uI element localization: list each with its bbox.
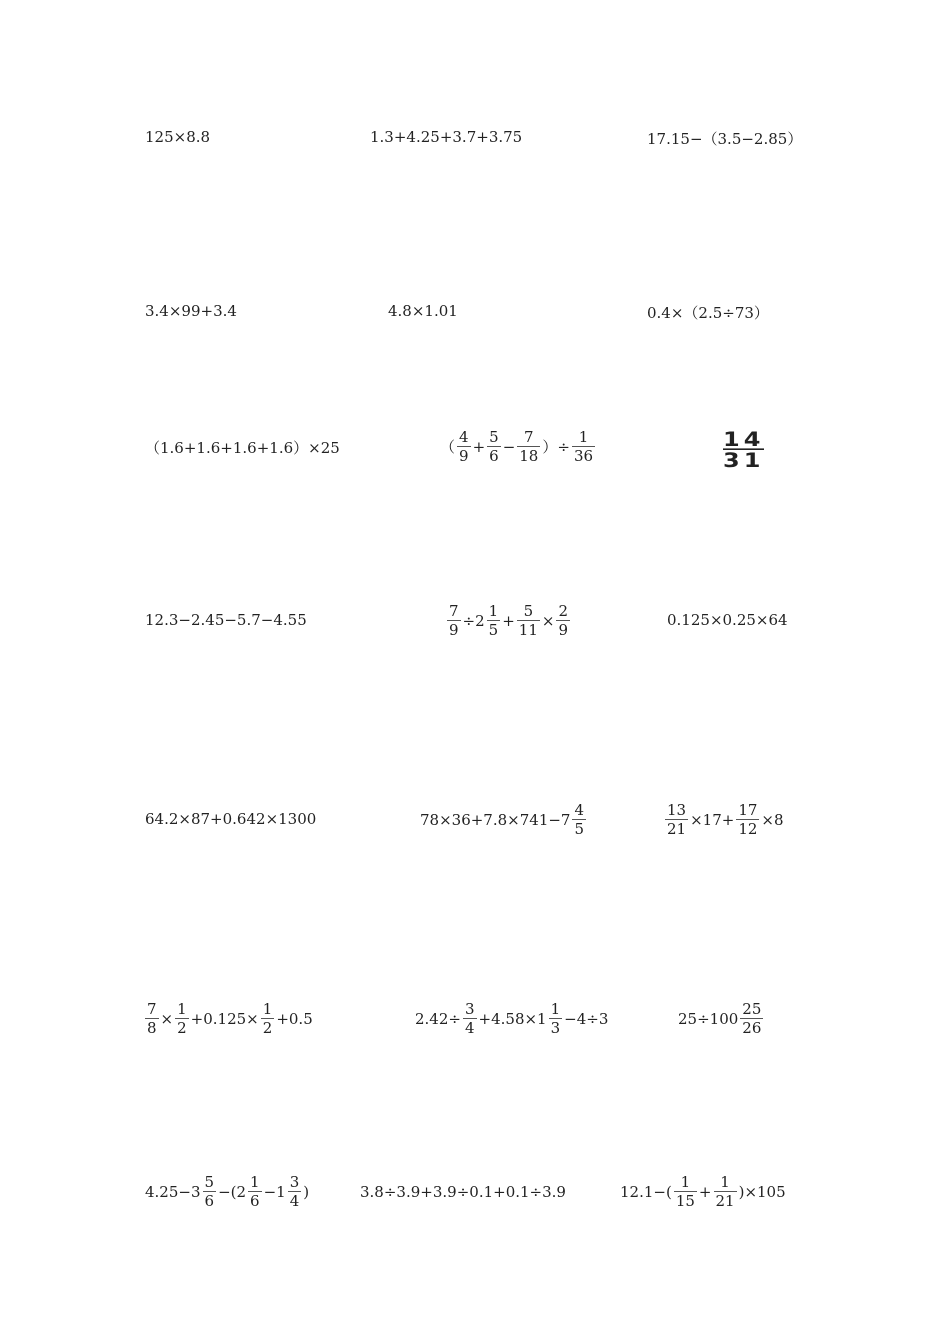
operator: ×8: [761, 810, 784, 829]
fraction: [572, 801, 586, 838]
denominator: 4: [289, 1192, 300, 1210]
denominator: 36: [573, 447, 594, 465]
operator: ×17+: [690, 810, 735, 829]
problem-13: [145, 810, 316, 828]
denominator: 21: [715, 1192, 735, 1210]
numerator: 7: [449, 602, 459, 620]
problem-17: [415, 1000, 608, 1037]
numerator: 1: [578, 428, 589, 446]
problem-12: [667, 611, 788, 629]
denominator: 15: [675, 1192, 695, 1210]
operator: +: [698, 1182, 712, 1201]
denominator: 18: [519, 447, 539, 465]
problem-21: [620, 1173, 786, 1210]
expression-text: )×105: [738, 1182, 786, 1201]
fraction: [572, 428, 595, 465]
denominator: 4: [464, 1019, 475, 1037]
operator: ÷2: [462, 611, 485, 630]
denominator: 5: [488, 621, 499, 639]
denominator: 31: [723, 449, 765, 472]
fraction: [714, 1173, 737, 1210]
denominator: 8: [147, 1019, 157, 1037]
problem-4: [145, 302, 237, 320]
numerator: 7: [524, 428, 534, 446]
fraction: [248, 1173, 262, 1210]
numerator: 1: [720, 1173, 730, 1191]
problem-9: [723, 426, 764, 474]
expression-text: 125×8.8: [145, 128, 211, 146]
numerator: 1: [680, 1173, 691, 1191]
expression-text: 3.8÷3.9+3.9÷0.1+0.1÷3.9: [360, 1183, 566, 1201]
denominator: 9: [449, 621, 459, 639]
expression-text: 1.3+4.25+3.7+3.75: [370, 128, 523, 146]
denominator: 12: [738, 820, 758, 838]
fraction: [261, 1000, 275, 1037]
expression-text: ): [303, 1182, 310, 1201]
numerator: 14: [723, 428, 765, 451]
expression-text: −4÷3: [564, 1009, 609, 1028]
fraction: [463, 1000, 477, 1037]
fraction: [457, 428, 471, 465]
problem-5: [388, 302, 458, 320]
expression-text: 12.3−2.45−5.7−4.55: [145, 611, 307, 629]
expression-text: 17.15−（3.5−2.85）: [647, 130, 803, 148]
expression-text: 0.4×（2.5÷73）: [647, 304, 769, 322]
numerator: 17: [738, 801, 758, 819]
expression-text: 2.42÷: [415, 1009, 461, 1028]
operator: +: [472, 437, 486, 456]
expression-text: 3.4×99+3.4: [145, 302, 237, 320]
denominator: 5: [574, 820, 585, 838]
numerator: 13: [667, 801, 687, 819]
close-paren-divide: ）÷: [542, 438, 570, 456]
numerator: 5: [204, 1173, 215, 1191]
fraction: [175, 1000, 189, 1037]
denominator: 3: [550, 1019, 561, 1037]
problem-3: [647, 128, 802, 149]
fraction: [447, 602, 461, 639]
problem-14: [420, 801, 588, 838]
numerator: 1: [250, 1173, 260, 1191]
problem-2: [370, 128, 522, 146]
fraction: [674, 1173, 697, 1210]
problem-16: [143, 1000, 313, 1037]
numerator: 1: [262, 1000, 273, 1018]
problem-20: [360, 1183, 566, 1201]
problem-15: [663, 801, 784, 838]
problem-7: [145, 437, 340, 458]
expression-text: −1: [263, 1182, 286, 1201]
expression-text: （1.6+1.6+1.6+1.6）×25: [145, 439, 340, 457]
denominator: 6: [204, 1192, 215, 1210]
numerator: 3: [289, 1173, 300, 1191]
fraction: [487, 428, 501, 465]
fraction: [288, 1173, 302, 1210]
expression-text: 0.125×0.25×64: [667, 611, 788, 629]
numerator: 4: [574, 801, 585, 819]
fraction: [203, 1173, 217, 1210]
numerator: 25: [742, 1000, 762, 1018]
expression-text: 78×36+7.8×741−7: [420, 810, 571, 829]
fraction: [517, 428, 540, 465]
denominator: 9: [459, 447, 469, 465]
problem-18: [678, 1000, 765, 1037]
open-paren: （: [440, 438, 456, 456]
expression-text: 25÷100: [678, 1009, 739, 1028]
expression-text: +4.58×1: [478, 1009, 547, 1028]
denominator: 6: [250, 1192, 260, 1210]
operator: +0.125×: [190, 1009, 259, 1028]
bold-fraction: [723, 428, 765, 472]
numerator: 7: [147, 1000, 157, 1018]
denominator: 6: [489, 447, 499, 465]
operator: +: [502, 611, 515, 630]
problem-11: [445, 602, 572, 639]
denominator: 21: [667, 820, 687, 838]
numerator: 1: [488, 602, 499, 620]
fraction: [487, 602, 501, 639]
fraction: [665, 801, 688, 838]
denominator: 2: [177, 1019, 187, 1037]
numerator: 5: [523, 602, 534, 620]
expression-text: 12.1−(: [620, 1182, 672, 1201]
numerator: 1: [177, 1000, 187, 1018]
numerator: 2: [558, 602, 569, 620]
operator: ×: [160, 1009, 174, 1028]
numerator: 1: [550, 1000, 561, 1018]
expression-text: 64.2×87+0.642×1300: [145, 810, 317, 828]
problem-6: [647, 302, 769, 323]
fraction: [556, 602, 570, 639]
fraction: [740, 1000, 763, 1037]
expression-text: −(2: [218, 1182, 247, 1201]
fraction: [145, 1000, 159, 1037]
problem-19: [145, 1173, 309, 1210]
fraction: [736, 801, 759, 838]
numerator: 3: [464, 1000, 475, 1018]
denominator: 9: [558, 621, 569, 639]
operator: +0.5: [276, 1009, 313, 1028]
problem-1: [145, 128, 210, 146]
fraction: [549, 1000, 563, 1037]
expression-text: 4.25−3: [145, 1182, 201, 1201]
denominator: 2: [262, 1019, 273, 1037]
operator: −: [502, 437, 516, 456]
numerator: 4: [459, 428, 469, 446]
denominator: 11: [518, 621, 538, 639]
problem-8: [440, 428, 597, 465]
expression-text: 4.8×1.01: [388, 302, 458, 320]
numerator: 5: [489, 428, 499, 446]
denominator: 26: [742, 1019, 762, 1037]
operator: ×: [541, 611, 555, 630]
problem-10: [145, 611, 307, 629]
fraction: [517, 602, 540, 639]
